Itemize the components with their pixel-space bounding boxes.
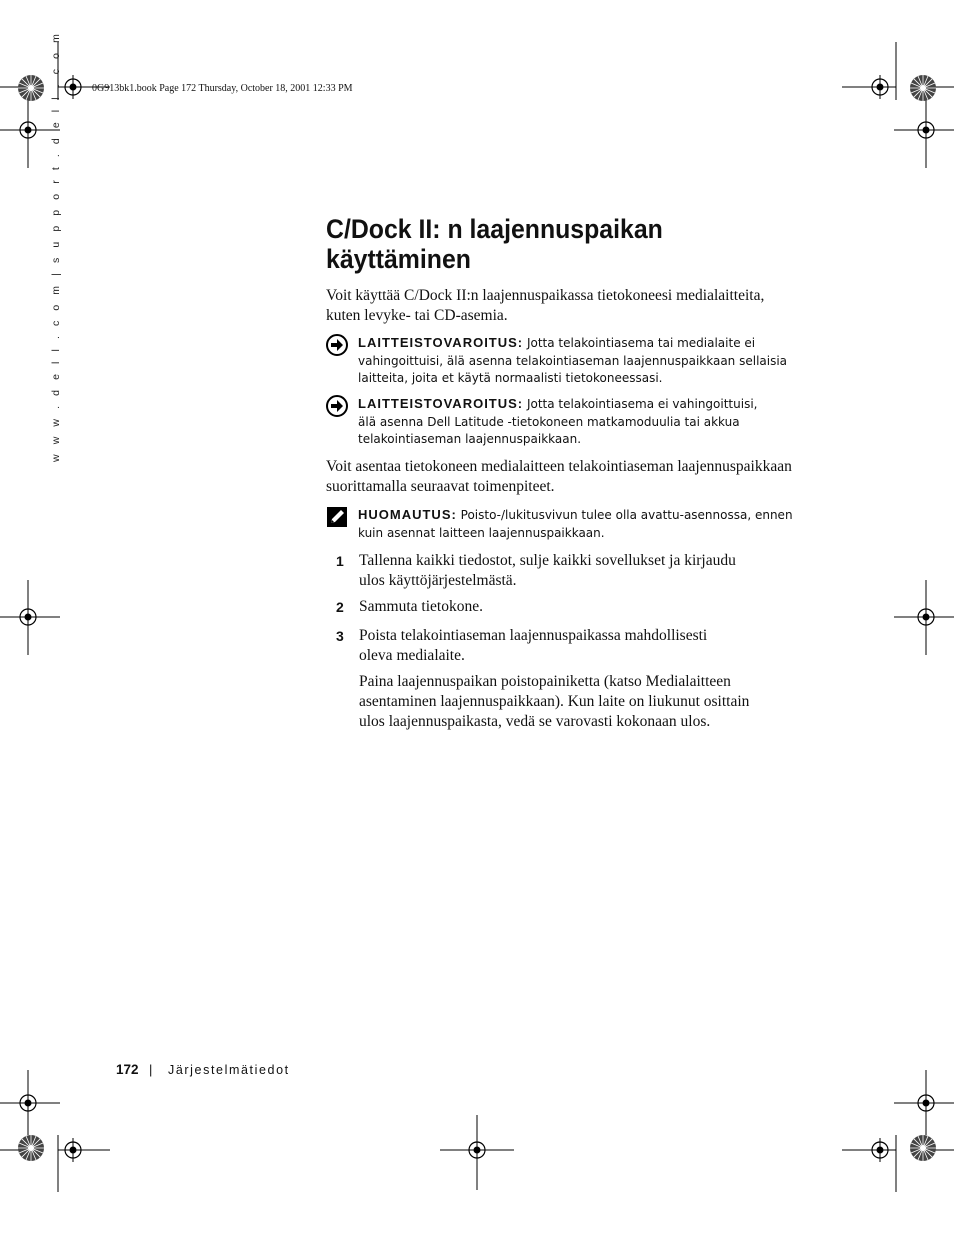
- step-1-line-2: ulos käyttöjärjestelmästä.: [359, 572, 517, 589]
- warning-1-line-3: laitteita, joita et käytä normaalisti tietokoneessasi.: [358, 371, 663, 385]
- print-slug: 0G913bk1.book Page 172 Thursday, October 18, 2001 12:33 PM: [92, 83, 353, 94]
- procedure-intro: [326, 457, 792, 497]
- page-number: 172: [116, 1062, 139, 1077]
- step-1-number: 1: [336, 553, 344, 569]
- step-2-line-1: Sammuta tietokone.: [359, 598, 483, 615]
- step-1: [336, 551, 816, 591]
- step-1-line-1: Tallenna kaikki tiedostot, sulje kaikki sovellukset ja kirjaudu: [359, 552, 736, 569]
- note-line-2: kuin asennat laitteen laajennuspaikkaan.: [358, 525, 605, 540]
- footer-separator: |: [149, 1062, 153, 1077]
- warning-1-line-1: Jotta telakointiasema tai medialaite ei: [526, 336, 756, 350]
- step-3-detail-line-2: asentaminen laajennuspaikkaan). Kun laite on liukunut osittain: [359, 693, 750, 710]
- step-3-line-1: Poista telakointiaseman laajennuspaikassa mahdollisesti: [359, 627, 708, 644]
- note-box: [326, 506, 796, 542]
- note-line-1: Poisto-/lukitusvivun tulee olla avattu-asennossa, ennen: [460, 508, 793, 522]
- warning-1-line-2: vahingoittuisi, älä asenna telakointiaseman laajennuspaikkaan sellaisia: [358, 353, 788, 368]
- step-2: [336, 597, 816, 617]
- warning-1-label: LAITTEISTOVAROITUS:: [358, 335, 524, 350]
- footer-section: Järjestelmätiedot: [168, 1063, 290, 1077]
- step-2-number: 2: [336, 599, 344, 615]
- arrow-circle-icon: [326, 395, 348, 417]
- note-label: HUOMAUTUS:: [358, 507, 457, 522]
- procedure-intro-line-2: suorittamalla seuraavat toimenpiteet.: [326, 478, 555, 495]
- hardware-warning-2: [326, 395, 796, 449]
- page-title: [326, 214, 804, 274]
- warning-2-label: LAITTEISTOVAROITUS:: [358, 396, 524, 411]
- warning-2-line-2: älä asenna Dell Latitude -tietokoneen matkamoduulia tai akkua: [358, 414, 740, 429]
- step-3-line-2: oleva medialaite.: [359, 647, 465, 664]
- intro-line-1: Voit käyttää C/Dock II:n laajennuspaikassa tietokoneesi medialaitteita,: [326, 287, 765, 304]
- warning-2-line-1: Jotta telakointiasema ei vahingoittuisi,: [526, 397, 758, 411]
- title-line-1: C/Dock II: n laajennuspaikan: [326, 214, 663, 244]
- step-3-number: 3: [336, 628, 344, 644]
- intro-line-2: kuten levyke- tai CD-asemia.: [326, 307, 508, 324]
- pencil-note-icon: [326, 506, 348, 528]
- step-3-detail-line-1: Paina laajennuspaikan poistopainiketta (katso Medialaitteen: [359, 673, 731, 690]
- step-3: [336, 626, 816, 666]
- sidebar-url: w w w . d e l l . c o m | s u p p o r t . d e l l . c o m: [50, 30, 62, 462]
- procedure-intro-line-1: Voit asentaa tietokoneen medialaitteen telakointiaseman laajennuspaikkaan: [326, 458, 792, 475]
- arrow-circle-icon: [326, 334, 348, 356]
- step-3-detail: [359, 672, 749, 732]
- hardware-warning-1: [326, 334, 796, 388]
- title-line-2: käyttäminen: [326, 244, 471, 274]
- step-3-detail-line-3: ulos laajennuspaikasta, vedä se varovasti kokonaan ulos.: [359, 713, 711, 730]
- warning-2-line-3: telakointiaseman laajennuspaikkaan.: [358, 432, 582, 446]
- intro-paragraph: [326, 286, 764, 326]
